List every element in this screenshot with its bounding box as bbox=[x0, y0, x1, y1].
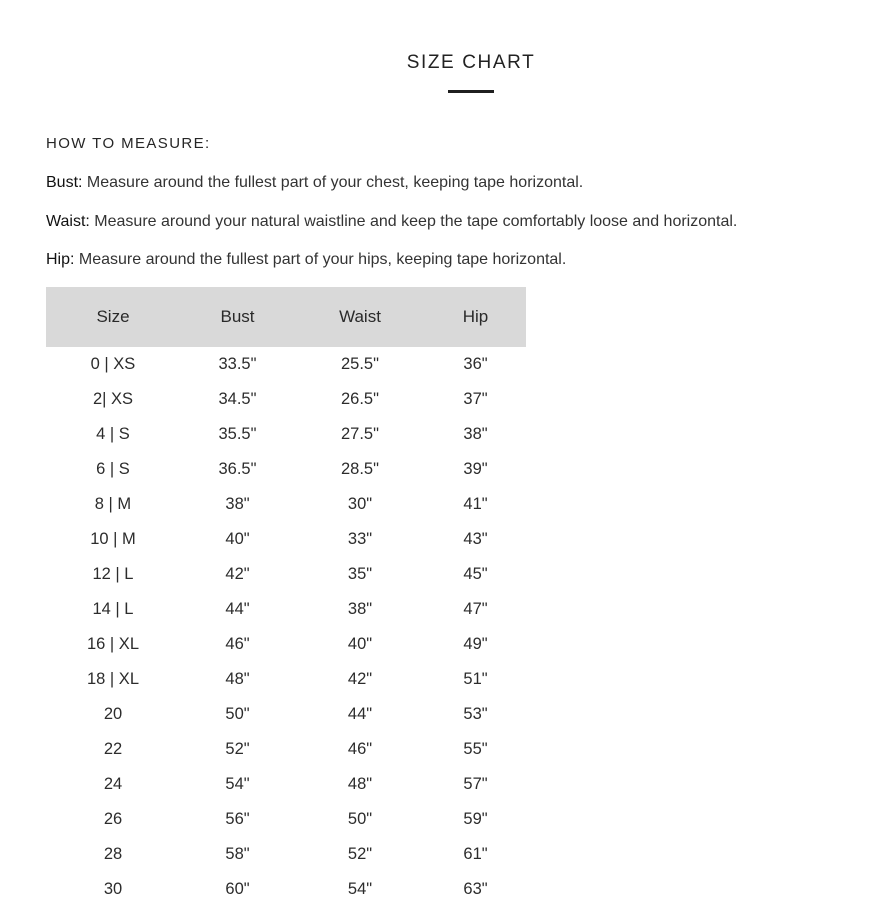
cell-size: 12 | L bbox=[92, 565, 134, 583]
table-row bbox=[46, 732, 526, 767]
cell-bust: 35.5" bbox=[218, 425, 257, 443]
cell-hip: 51" bbox=[463, 670, 488, 688]
cell-bust: 44" bbox=[225, 600, 250, 618]
cell-bust: 33.5" bbox=[218, 355, 257, 373]
cell-bust: 36.5" bbox=[218, 460, 257, 478]
cell-bust: 52" bbox=[225, 740, 250, 758]
cell-bust: 58" bbox=[225, 845, 250, 863]
table-row bbox=[46, 627, 526, 662]
cell-bust: 38" bbox=[225, 495, 250, 513]
header-waist: Waist bbox=[295, 287, 425, 347]
cell-hip: 38" bbox=[463, 425, 488, 443]
cell-hip: 43" bbox=[463, 530, 488, 548]
cell-waist: 50" bbox=[347, 810, 373, 828]
cell-hip: 55" bbox=[463, 740, 488, 758]
table-row bbox=[46, 802, 526, 837]
cell-bust: 40" bbox=[225, 530, 250, 548]
cell-waist: 40" bbox=[347, 635, 373, 653]
cell-size: 8 | M bbox=[94, 495, 132, 513]
waist-term: Waist: bbox=[46, 213, 90, 230]
cell-size: 14 | L bbox=[92, 600, 134, 618]
hip-instruction bbox=[46, 251, 566, 269]
cell-hip: 57" bbox=[463, 775, 488, 793]
cell-waist: 33" bbox=[347, 530, 373, 548]
cell-bust: 48" bbox=[225, 670, 250, 688]
cell-bust: 56" bbox=[225, 810, 250, 828]
cell-waist: 35" bbox=[347, 565, 373, 583]
cell-waist: 52" bbox=[347, 845, 373, 863]
cell-waist: 38" bbox=[347, 600, 373, 618]
cell-size: 30 bbox=[103, 880, 123, 898]
cell-size: 20 bbox=[103, 705, 123, 723]
cell-hip: 49" bbox=[463, 635, 488, 653]
table-row bbox=[46, 662, 526, 697]
cell-waist: 27.5" bbox=[341, 425, 379, 443]
table-row bbox=[46, 347, 526, 382]
size-chart-table bbox=[46, 287, 526, 907]
cell-hip: 39" bbox=[463, 460, 488, 478]
cell-bust: 50" bbox=[225, 705, 250, 723]
table-row bbox=[46, 417, 526, 452]
hip-text: Measure around the fullest part of your hips, keeping tape horizontal. bbox=[74, 251, 567, 268]
cell-waist: 44" bbox=[347, 705, 373, 723]
header-size: Size bbox=[46, 287, 180, 347]
cell-bust: 54" bbox=[225, 775, 250, 793]
table-header bbox=[46, 287, 526, 347]
header-hip: Hip bbox=[425, 287, 526, 347]
cell-bust: 46" bbox=[225, 635, 250, 653]
table-row bbox=[46, 487, 526, 522]
table-row bbox=[46, 452, 526, 487]
cell-waist: 54" bbox=[347, 880, 373, 898]
cell-hip: 61" bbox=[463, 845, 488, 863]
cell-waist: 28.5" bbox=[341, 460, 379, 478]
title-underline bbox=[448, 90, 494, 93]
bust-term: Bust: bbox=[46, 174, 83, 191]
cell-waist: 42" bbox=[347, 670, 373, 688]
cell-size: 6 | S bbox=[96, 460, 130, 478]
cell-hip: 41" bbox=[463, 495, 488, 513]
header-row bbox=[46, 287, 526, 347]
cell-size: 16 | XL bbox=[87, 635, 139, 653]
cell-size: 24 bbox=[103, 775, 123, 793]
page-title: SIZE CHART bbox=[406, 52, 536, 73]
cell-size: 22 bbox=[103, 740, 123, 758]
table-row bbox=[46, 557, 526, 592]
cell-hip: 63" bbox=[463, 880, 488, 898]
cell-hip: 59" bbox=[463, 810, 488, 828]
table-row bbox=[46, 592, 526, 627]
cell-waist: 25.5" bbox=[341, 355, 379, 373]
bust-instruction bbox=[46, 174, 583, 192]
cell-bust: 60" bbox=[225, 880, 250, 898]
cell-size: 26 bbox=[103, 810, 123, 828]
cell-hip: 45" bbox=[463, 565, 488, 583]
cell-size: 28 bbox=[103, 845, 123, 863]
cell-bust: 42" bbox=[225, 565, 250, 583]
table-row bbox=[46, 767, 526, 802]
header-bust: Bust bbox=[180, 287, 295, 347]
table-row bbox=[46, 837, 526, 872]
cell-size: 0 | XS bbox=[90, 355, 136, 373]
bust-text: Measure around the fullest part of your chest, keeping tape horizontal. bbox=[82, 174, 584, 191]
cell-bust: 34.5" bbox=[218, 390, 257, 408]
cell-hip: 53" bbox=[463, 705, 488, 723]
table-row bbox=[46, 522, 526, 557]
how-to-measure-heading: HOW TO MEASURE: bbox=[46, 135, 211, 152]
cell-size: 18 | XL bbox=[87, 670, 139, 688]
cell-hip: 37" bbox=[463, 390, 488, 408]
cell-hip: 47" bbox=[463, 600, 488, 618]
cell-size: 10 | M bbox=[90, 530, 136, 548]
table-body bbox=[46, 347, 526, 907]
hip-term: Hip: bbox=[46, 251, 75, 268]
cell-waist: 26.5" bbox=[341, 390, 379, 408]
cell-hip: 36" bbox=[463, 355, 488, 373]
cell-size: 4 | S bbox=[96, 425, 130, 443]
cell-waist: 46" bbox=[347, 740, 373, 758]
cell-size: 2| XS bbox=[92, 390, 134, 408]
cell-waist: 30" bbox=[347, 495, 373, 513]
table-row bbox=[46, 697, 526, 732]
waist-text: Measure around your natural waistline and keep the tape comfortably loose and horizontal. bbox=[89, 213, 738, 230]
table-row bbox=[46, 872, 526, 907]
table-row bbox=[46, 382, 526, 417]
cell-waist: 48" bbox=[347, 775, 373, 793]
waist-instruction bbox=[46, 213, 737, 231]
